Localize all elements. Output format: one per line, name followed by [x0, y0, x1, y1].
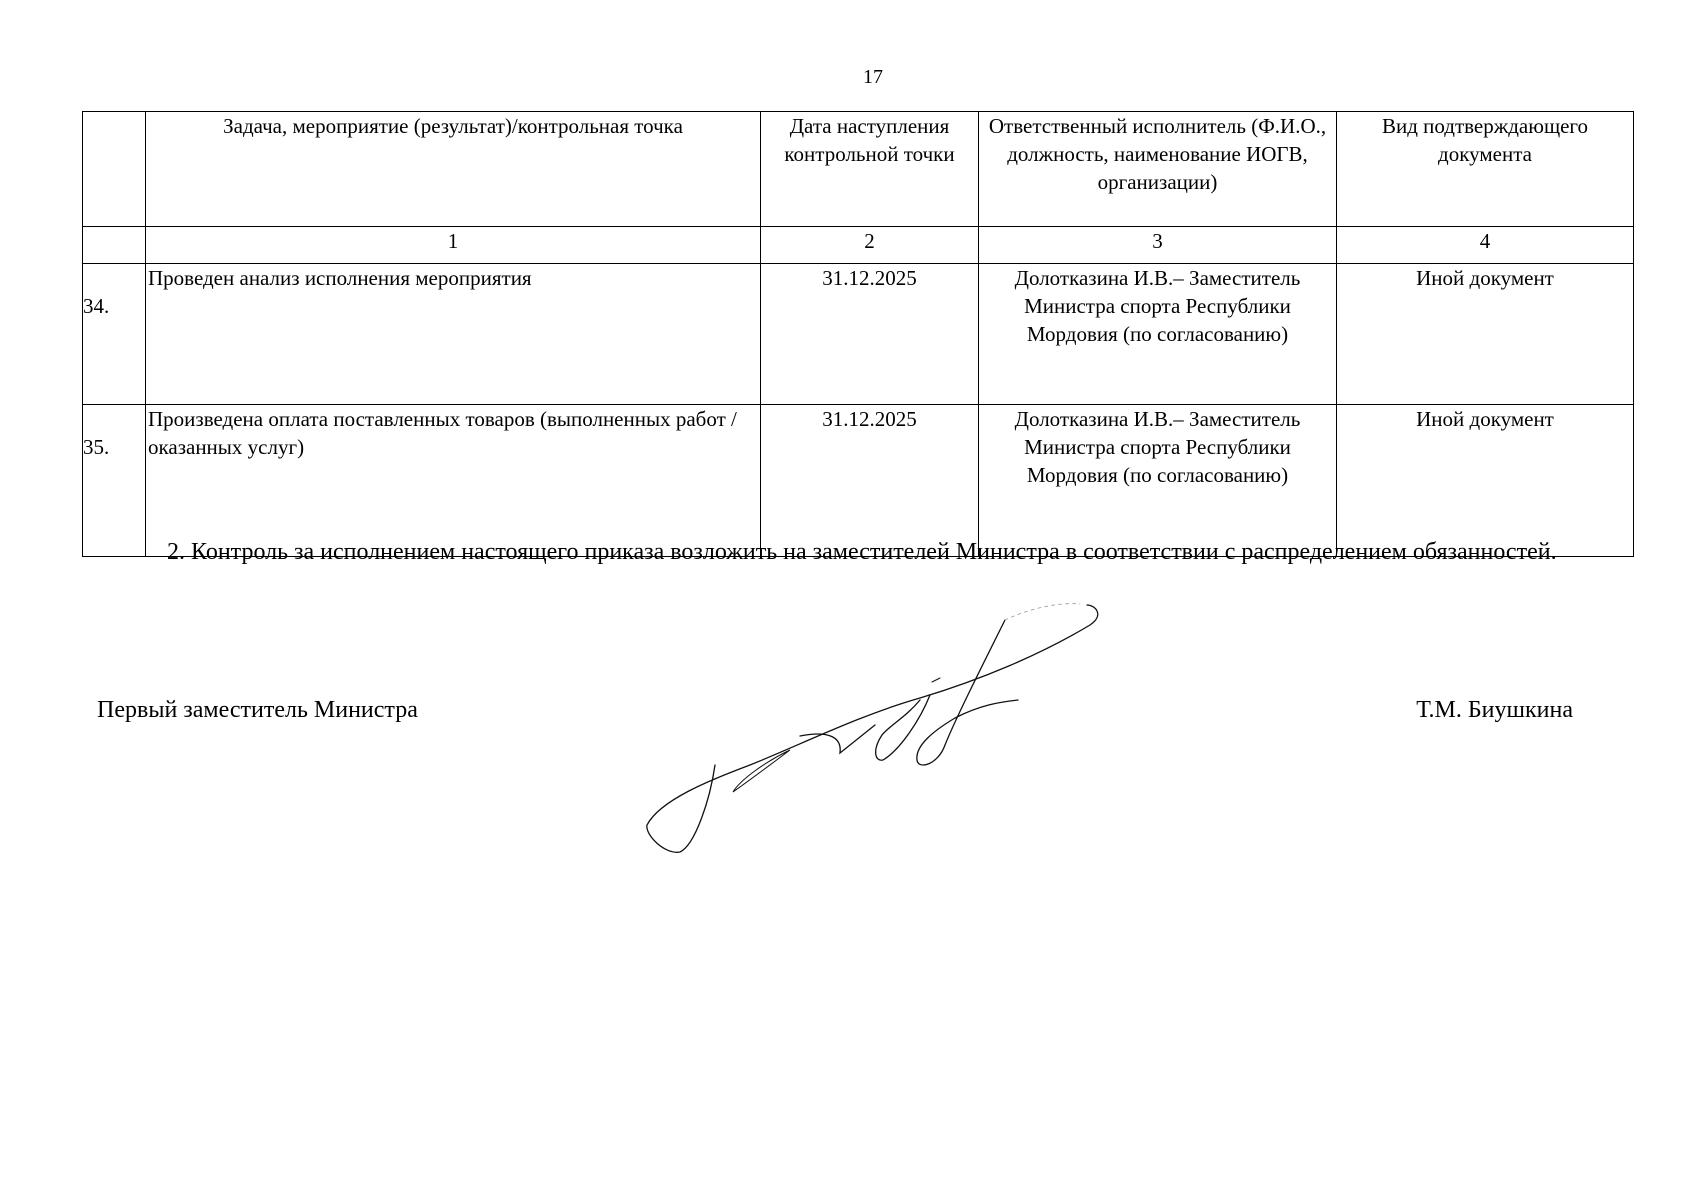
handwritten-signature [600, 590, 1120, 870]
page-number: 17 [863, 66, 883, 88]
row-date: 31.12.2025 [761, 264, 979, 405]
signatory-title: Первый заместитель Министра [97, 697, 418, 723]
row-doc: Иной документ [1337, 264, 1634, 405]
table-row [83, 264, 1634, 405]
column-number [83, 227, 146, 264]
signatory-name: Т.М. Биушкина [1416, 697, 1573, 723]
control-points-table [82, 111, 1634, 557]
row-date: 31.12.2025 [761, 405, 979, 557]
row-responsible: Долотказина И.В.– Заместитель Министра спорта Республики Мордовия (по согласованию) [979, 264, 1337, 405]
control-paragraph: 2. Контроль за исполнением настоящего приказа возложить на заместителей Министра в соответствии с распределением обязанностей. [167, 539, 1557, 565]
header-cell-date: Дата наступления контрольной точки [761, 112, 979, 227]
row-responsible: Долотказина И.В.– Заместитель Министра спорта Республики Мордовия (по согласованию) [979, 405, 1337, 557]
row-task: Произведена оплата поставленных товаров (выполненных работ / оказанных услуг) [146, 405, 761, 557]
column-number: 4 [1337, 227, 1634, 264]
header-cell-responsible: Ответственный исполнитель (Ф.И.О., должность, наименование ИОГВ, организации) [979, 112, 1337, 227]
header-cell-doc: Вид подтверждающего документа [1337, 112, 1634, 227]
row-doc: Иной документ [1337, 405, 1634, 557]
row-number: 34. [83, 264, 146, 405]
column-number: 2 [761, 227, 979, 264]
table-row [83, 405, 1634, 557]
header-cell-task: Задача, мероприятие (результат)/контрольная точка [146, 112, 761, 227]
table-header-row [83, 112, 1634, 227]
column-number: 1 [146, 227, 761, 264]
row-task: Проведен анализ исполнения мероприятия [146, 264, 761, 405]
column-number: 3 [979, 227, 1337, 264]
header-cell-num [83, 112, 146, 227]
row-number: 35. [83, 405, 146, 557]
column-numbers-row [83, 227, 1634, 264]
